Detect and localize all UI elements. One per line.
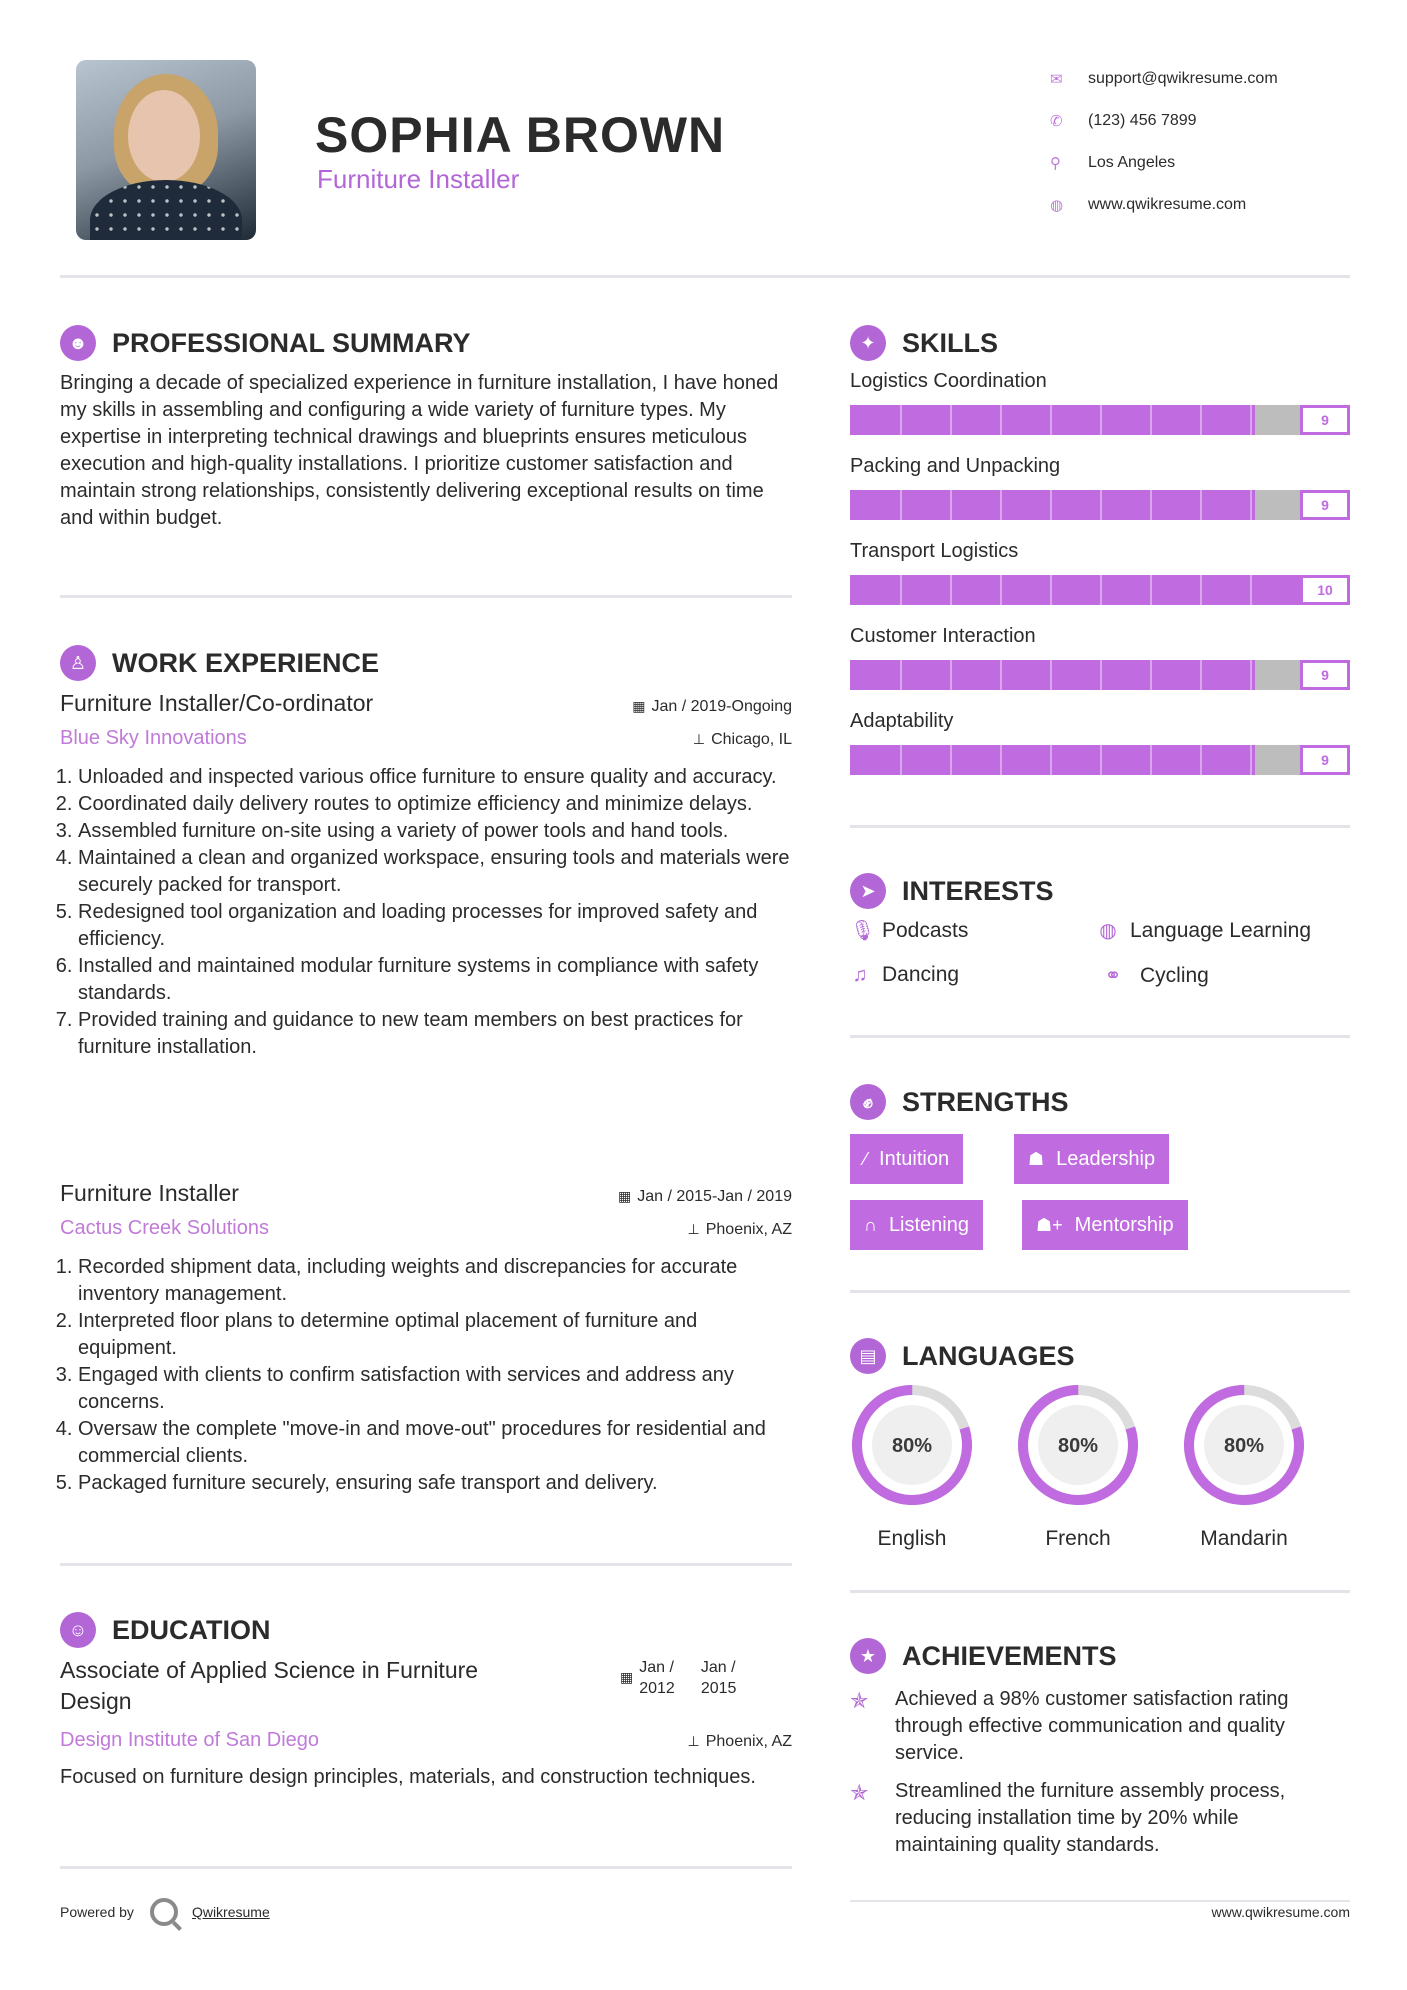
summary-divider [60, 595, 792, 598]
strength-chip: ☗ Leadership [1014, 1134, 1169, 1184]
strength-chip: ⁄ Intuition [850, 1134, 963, 1184]
language-item [850, 1383, 974, 1551]
list-item: 1. Recorded shipment data, including weights and discrepancies for accurate inventory management. [78, 1254, 792, 1308]
star-badge-icon: ★ [850, 1638, 886, 1674]
skill-bar-segment [900, 575, 902, 605]
interest-item: ♫ Dancing [850, 963, 959, 987]
summary-text: Bringing a decade of specialized experience in furniture installation, I have honed my skills in assembling and configuring a wide variety of furniture types. My expertise in interpreting technical drawings and blueprints ensures meticulous execution and high-quality installations. I prioritize customer satisfaction and maintain strong relationships, consistently delivering exceptional results on time and within budget. [60, 372, 779, 529]
skill-bar-segment [900, 490, 902, 520]
skill-bar-segment [950, 575, 952, 605]
footer-url[interactable]: www.qwikresume.com [1211, 1904, 1350, 1920]
skill-label: Logistics Coordination [850, 370, 1047, 392]
profile-photo [76, 60, 256, 240]
list-item: 3. Assembled furniture on-site using a variety of power tools and hand tools. [78, 818, 792, 845]
skill-bar-segment [1050, 405, 1052, 435]
chair-icon: ♙ [60, 645, 96, 681]
language-donut [1016, 1383, 1140, 1507]
languages-divider [850, 1590, 1350, 1593]
skill-bar-segment [1250, 405, 1252, 435]
calendar-icon: ▦ [617, 1188, 632, 1204]
interests-divider [850, 1035, 1350, 1038]
group-icon: ☗ [1028, 1148, 1045, 1169]
skill-bar-segment [1050, 660, 1052, 690]
education-description: Focused on furniture design principles, materials, and construction techniques. [60, 1766, 756, 1788]
graduation-icon: ☺ [60, 1612, 96, 1648]
skill-bar-segment [1200, 575, 1202, 605]
interests-heading: ➤ INTERESTS [850, 873, 1054, 909]
interest-item: ⚭ Cycling [1098, 963, 1209, 988]
footer-powered-by: Powered by Qwikresume [60, 1898, 270, 1926]
skill-bar-segment [1250, 660, 1252, 690]
list-item: 1. Unloaded and inspected various office furniture to ensure quality and accuracy. [78, 764, 792, 791]
job-date: ▦ Jan / 2019-Ongoing [632, 698, 792, 715]
language-donut [1182, 1383, 1306, 1507]
job-date: ▦ Jan / 2015-Jan / 2019 [617, 1188, 792, 1205]
skill-bar [850, 405, 1350, 435]
list-item: 4. Maintained a clean and organized workspace, ensuring tools and materials were securely packed for transport. [78, 845, 792, 899]
skill-bar-fill [850, 745, 1255, 775]
user-icon: ☻ [60, 325, 96, 361]
pin-icon: ⊥ [687, 1733, 700, 1749]
skill-bar-segment [1050, 490, 1052, 520]
contact-website[interactable]: ◍ www.qwikresume.com [1050, 196, 1247, 214]
skill-bar-segment [1000, 405, 1002, 435]
skill-bar-segment [900, 660, 902, 690]
education-entry [60, 1655, 792, 1791]
skill-label: Packing and Unpacking [850, 455, 1061, 477]
job-location: ⊥ Chicago, IL [692, 731, 792, 748]
skill-value: 9 [1300, 490, 1350, 520]
skill-value: 9 [1300, 660, 1350, 690]
degree-title: Associate of Applied Science in Furniture Design [60, 1657, 479, 1714]
envelope-icon: ✉ [1050, 71, 1063, 88]
language-percent: 80% [1223, 1435, 1265, 1457]
education-divider [60, 1866, 792, 1869]
qwikresume-logo-icon [150, 1898, 178, 1926]
language-percent: 80% [1057, 1435, 1099, 1457]
language-donut [850, 1383, 974, 1507]
strengths-heading: ✊︎ STRENGTHS [850, 1084, 1069, 1120]
user-plus-icon: ☗+ [1036, 1214, 1063, 1235]
skill-bar-segment [900, 745, 902, 775]
shooting-star-icon: ✯ [850, 1780, 869, 1805]
achievements-heading: ★ ACHIEVEMENTS [850, 1638, 1117, 1674]
list-item: 7. Provided training and guidance to new team members on best practices for furniture installation. [78, 1007, 792, 1061]
school-name: Design Institute of San Diego [60, 1729, 320, 1751]
candidate-name: SOPHIA BROWN [315, 107, 726, 163]
education-dates: ▦ Jan / 2012 Jan / 2015 [620, 1659, 737, 1697]
map-pin-icon: ⚲ [1050, 155, 1061, 172]
list-item: 3. Engaged with clients to confirm satisfaction with services and address any concerns. [78, 1362, 792, 1416]
footer-brand-link[interactable]: Qwikresume [191, 1904, 270, 1920]
id-card-icon: ▤ [850, 1338, 886, 1374]
skill-bar-segment [950, 660, 952, 690]
achievements-divider [850, 1900, 1350, 1902]
pin-icon: ⊥ [692, 731, 706, 747]
skill-bar [850, 745, 1350, 775]
job-role: Furniture Installer/Co-ordinator [60, 690, 374, 716]
magic-wand-icon: ⁄ [864, 1148, 868, 1169]
list-item: 5. Packaged furniture securely, ensuring safe transport and delivery. [78, 1470, 792, 1497]
language-item [1182, 1383, 1306, 1551]
list-item: 5. Redesigned tool organization and loading processes for improved safety and efficiency. [78, 899, 792, 953]
skill-bar-segment [1000, 745, 1002, 775]
language-label: French [1045, 1527, 1111, 1550]
job-role: Furniture Installer [60, 1180, 239, 1206]
bicycle-icon: ⚭ [1104, 965, 1122, 987]
list-item: 2. Interpreted floor plans to determine optimal placement of furniture and equipment. [78, 1308, 792, 1362]
skill-bar-segment [900, 405, 902, 435]
language-percent: 80% [891, 1435, 933, 1457]
globe-icon: ◍ [1099, 920, 1117, 942]
skill-bar-segment [1150, 660, 1152, 690]
shooting-star-icon: ✯ [850, 1688, 869, 1713]
skill-bar-segment [1250, 575, 1252, 605]
strengths-divider [850, 1290, 1350, 1293]
skill-bar-segment [1100, 575, 1102, 605]
skill-value: 9 [1300, 745, 1350, 775]
candidate-title: Furniture Installer [317, 164, 520, 194]
skill-bar-fill [850, 660, 1255, 690]
school-location: ⊥ Phoenix, AZ [687, 1733, 792, 1750]
summary-heading: ☻ PROFESSIONAL SUMMARY [60, 325, 471, 361]
skill-label: Customer Interaction [850, 625, 1036, 647]
skill-bar-segment [1100, 745, 1102, 775]
job-company: Cactus Creek Solutions [60, 1217, 269, 1239]
skills-heading: ✦ SKILLS [850, 325, 998, 361]
skill-item [850, 625, 1350, 690]
skill-bar-segment [1200, 660, 1202, 690]
header-divider [60, 275, 1350, 278]
skill-item [850, 370, 1350, 435]
skill-bar-segment [1150, 745, 1152, 775]
skill-bar-segment [950, 405, 952, 435]
interest-item: 🎙︎ Podcasts [850, 918, 969, 942]
job-entry-1 [60, 690, 792, 1061]
job-responsibilities [60, 764, 792, 1061]
headphones-icon: ∩ [864, 1214, 877, 1235]
skill-item [850, 710, 1350, 775]
contact-list [1050, 58, 1350, 226]
language-item [1016, 1383, 1140, 1551]
skill-bar-segment [1050, 575, 1052, 605]
skill-bar-segment [1050, 745, 1052, 775]
skill-value: 9 [1300, 405, 1350, 435]
contact-phone: ✆ (123) 456 7899 [1050, 112, 1197, 130]
skill-bar-segment [950, 745, 952, 775]
fist-icon: ✊︎ [850, 1084, 886, 1120]
achievement-item: ✯ Achieved a 98% customer satisfaction rating through effective communication and quality service. [850, 1686, 1350, 1767]
achievement-item: ✯ Streamlined the furniture assembly process, reducing installation time by 20% while maintaining quality standards. [850, 1778, 1350, 1859]
languages-heading: ▤ LANGUAGES [850, 1338, 1075, 1374]
skill-bar-segment [1000, 490, 1002, 520]
skill-label: Transport Logistics [850, 540, 1019, 562]
job-entry-2 [60, 1180, 792, 1497]
skill-bar-segment [1200, 405, 1202, 435]
strength-chip: ∩ Listening [850, 1200, 983, 1250]
globe-icon: ◍ [1050, 197, 1064, 214]
skill-label: Adaptability [850, 710, 954, 732]
skill-bar-segment [1000, 660, 1002, 690]
list-item: 2. Coordinated daily delivery routes to optimize efficiency and minimize delays. [78, 791, 792, 818]
work-heading: ♙ WORK EXPERIENCE [60, 645, 379, 681]
job-company: Blue Sky Innovations [60, 727, 247, 749]
language-label: English [877, 1527, 947, 1550]
interest-item: ◍ Language Learning [1099, 918, 1312, 942]
skill-bar-segment [1150, 575, 1152, 605]
resume-header [60, 58, 1350, 238]
skill-bar [850, 660, 1350, 690]
skill-bar-segment [1200, 490, 1202, 520]
skill-bar-segment [1250, 490, 1252, 520]
skill-bar-segment [1100, 490, 1102, 520]
list-item: 4. Oversaw the complete "move-in and move-out" procedures for residential and commercial clients. [78, 1416, 792, 1470]
paper-plane-icon: ➤ [850, 873, 886, 909]
skill-bar-segment [1100, 660, 1102, 690]
skill-bar-segment [1150, 490, 1152, 520]
calendar-icon: ▦ [620, 1669, 634, 1685]
skill-bar-segment [1100, 405, 1102, 435]
microphone-icon: 🎙︎ [850, 920, 876, 942]
skill-bar-segment [1200, 745, 1202, 775]
skill-bar [850, 490, 1350, 520]
skill-bar-fill [850, 405, 1255, 435]
skill-item [850, 455, 1350, 520]
skill-bar-segment [950, 490, 952, 520]
lightbulb-icon: ✦ [850, 325, 886, 361]
pin-icon: ⊥ [687, 1221, 700, 1237]
skills-divider [850, 825, 1350, 828]
skill-bar [850, 575, 1350, 605]
skill-bar-segment [1250, 745, 1252, 775]
phone-icon: ✆ [1050, 113, 1063, 130]
skill-bar-segment [1000, 575, 1002, 605]
contact-email[interactable]: ✉ support@qwikresume.com [1050, 70, 1278, 88]
skill-bar-fill [850, 490, 1255, 520]
music-note-icon: ♫ [852, 963, 868, 986]
skill-value: 10 [1300, 575, 1350, 605]
skill-bar-segment [1150, 405, 1152, 435]
education-heading: ☺ EDUCATION [60, 1612, 271, 1648]
job-responsibilities [60, 1254, 792, 1497]
strength-chip: ☗+ Mentorship [1022, 1200, 1188, 1250]
calendar-icon: ▦ [632, 698, 646, 714]
language-label: Mandarin [1200, 1527, 1288, 1550]
skill-item [850, 540, 1350, 605]
contact-location: ⚲ Los Angeles [1050, 154, 1176, 172]
work-divider [60, 1563, 792, 1566]
job-location: ⊥ Phoenix, AZ [687, 1221, 792, 1238]
list-item: 6. Installed and maintained modular furniture systems in compliance with safety standards. [78, 953, 792, 1007]
